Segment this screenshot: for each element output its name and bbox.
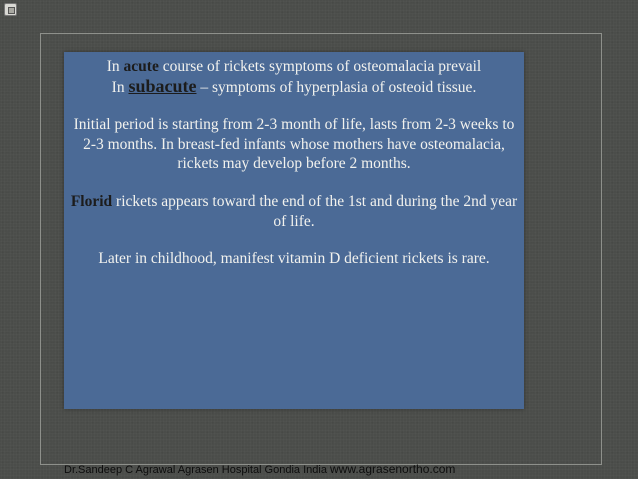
later-childhood-paragraph: Later in childhood, manifest vitamin D deficient rickets is rare. [98,250,490,268]
florid-keyword: Florid [70,192,113,210]
subacute-paragraph: In subacute – symptoms of hyperplasia of osteoid tissue. [111,75,477,96]
initial-period-paragraph: Initial period is starting from 2-3 month of life, lasts from 2-3 weeks to 2-3 months. In breast-fed infants whose mothers have osteomalacia, rickets may develop before 2 months. [73,116,515,173]
footer-url: www.agrasenortho.com [330,462,456,476]
app-icon [4,3,17,16]
footer-author: Dr.Sandeep C Agrawal Agrasen Hospital Gondia India [64,464,330,476]
acute-keyword: acute [123,58,159,75]
slide-content-box [64,52,524,409]
footer-credit [64,463,455,477]
subacute-keyword: subacute [128,75,197,96]
acute-paragraph: In acute course of rickets symptoms of osteomalacia prevail [106,58,482,75]
florid-paragraph: Florid rickets appears toward the end of the 1st and during the 2nd year of life. [70,192,518,230]
